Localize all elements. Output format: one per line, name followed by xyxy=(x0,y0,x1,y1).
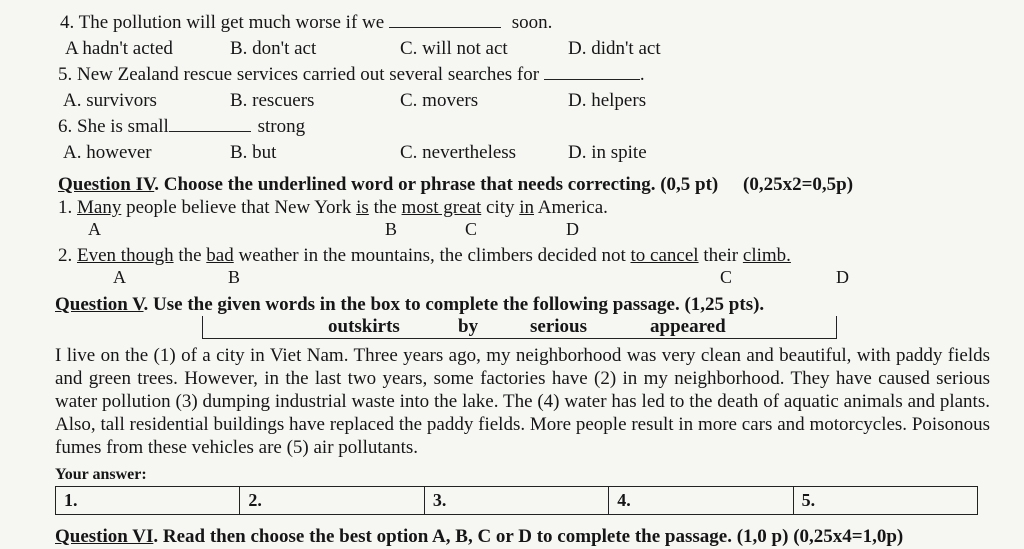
q6-stem-after: strong xyxy=(257,116,306,137)
q4-option-b[interactable]: B. don't act xyxy=(230,38,317,59)
item-2-text: their xyxy=(703,245,739,266)
item-2-option-c-word[interactable]: to cancel xyxy=(630,245,699,266)
word-box-item: serious xyxy=(530,316,587,337)
item-2-number: 2. xyxy=(58,245,73,266)
item-1-text: people believe that New York xyxy=(126,197,352,218)
item-1-number: 1. xyxy=(58,197,73,218)
q4-option-c[interactable]: C. will not act xyxy=(400,38,508,59)
q6-option-b[interactable]: B. but xyxy=(230,142,277,163)
item-1-option-a-word[interactable]: Many xyxy=(77,197,122,218)
word-box-item: by xyxy=(458,316,479,337)
item-1-text: America. xyxy=(537,197,608,218)
item-2-option-d-word[interactable]: climb. xyxy=(742,245,791,266)
q5-stem-end: . xyxy=(639,64,645,85)
item-1-label-c: C xyxy=(465,219,478,239)
passage-text: I live on the (1) of a city in Viet Nam. Three years ago, my neighborhood was very clean and beautiful, with paddy fields and green trees. However, in the last two years, some factories have (2) in my neighborhood. They have caused serious water pollution (3) dumping industrial waste into the lake. The (4) water has led to the death of aquatic animals and plants. Also, tall residential buildings have replaced the paddy fields. More people result in more cars and motorcycles. Poisonous fumes from these vehicles are (5) air pollutants. xyxy=(55,345,990,458)
item-1-option-c-word[interactable]: most great xyxy=(401,197,482,218)
q6-stem xyxy=(58,116,305,138)
answer-label: Your answer: xyxy=(55,466,147,483)
question-iv-heading xyxy=(58,174,853,196)
question-vi-heading xyxy=(55,526,903,548)
question-v-heading xyxy=(55,294,764,316)
q-iv-item-1 xyxy=(58,197,608,219)
answer-cell-5[interactable]: 5. xyxy=(801,490,816,510)
item-2-label-a: A xyxy=(113,267,126,287)
answer-cell-3[interactable]: 3. xyxy=(425,487,609,514)
q4-option-a[interactable]: A hadn't acted xyxy=(65,38,173,59)
q4-option-d[interactable]: D. didn't act xyxy=(568,38,661,59)
question-iv-title: Question IV xyxy=(58,174,155,195)
q5-blank[interactable] xyxy=(544,65,640,80)
item-2-text: weather in the mountains, the climbers decided not xyxy=(238,245,626,266)
answer-cell-2[interactable]: 2. xyxy=(240,487,424,514)
answer-table xyxy=(55,486,978,515)
item-2-text: the xyxy=(178,245,202,266)
question-v-title: Question V xyxy=(55,294,144,315)
question-iv-instruction: . Choose the underlined word or phrase that needs correcting. (0,5 pt) xyxy=(154,174,719,195)
q5-option-d[interactable]: D. helpers xyxy=(568,90,647,111)
item-1-option-d-word[interactable]: in xyxy=(519,197,535,218)
q6-blank[interactable] xyxy=(169,117,251,132)
question-vi-instruction: . Read then choose the best option A, B, C or D to complete the passage. (1,0 p) (0,25x4=1,0p) xyxy=(153,526,904,547)
item-2-label-d: D xyxy=(836,267,849,287)
item-2-label-c: C xyxy=(720,267,733,287)
item-1-label-b: B xyxy=(385,219,398,239)
item-1-text: the xyxy=(373,197,397,218)
item-1-label-a: A xyxy=(88,219,101,239)
question-v-passage xyxy=(55,344,990,459)
question-v-instruction: . Use the given words in the box to complete the following passage. (1,25 pts). xyxy=(143,294,765,315)
q5-option-c[interactable]: C. movers xyxy=(400,90,479,111)
q6-option-c[interactable]: C. nevertheless xyxy=(400,142,517,163)
item-2-option-a-word[interactable]: Even though xyxy=(77,245,174,266)
question-vi-title: Question VI xyxy=(55,526,154,547)
item-1-text: city xyxy=(485,197,515,218)
item-2-option-b-word[interactable]: bad xyxy=(206,245,234,266)
answer-cell-4[interactable]: 4. xyxy=(609,487,793,514)
q5-option-b[interactable]: B. rescuers xyxy=(230,90,315,111)
item-1-label-d: D xyxy=(566,219,579,239)
q5-option-a[interactable]: A. survivors xyxy=(63,90,157,111)
q4-stem xyxy=(60,12,552,34)
q6-stem-before: 6. She is small xyxy=(58,116,169,137)
q5-stem-text: 5. New Zealand rescue services carried out several searches for xyxy=(58,64,540,85)
item-1-option-b-word[interactable]: is xyxy=(356,197,369,218)
q4-blank[interactable] xyxy=(389,13,501,28)
q4-stem-after: soon. xyxy=(511,12,553,33)
q6-option-d[interactable]: D. in spite xyxy=(568,142,647,163)
word-box xyxy=(202,316,837,339)
q5-stem xyxy=(58,64,645,86)
item-2-label-b: B xyxy=(228,267,241,287)
q-iv-item-2 xyxy=(58,245,791,267)
word-box-item: outskirts xyxy=(328,316,400,337)
q4-stem-before: 4. The pollution will get much worse if we xyxy=(60,12,385,33)
word-box-item: appeared xyxy=(650,316,726,337)
q6-option-a[interactable]: A. however xyxy=(63,142,152,163)
question-iv-score: (0,25x2=0,5p) xyxy=(743,174,854,195)
answer-cell-1[interactable]: 1. xyxy=(56,487,240,514)
